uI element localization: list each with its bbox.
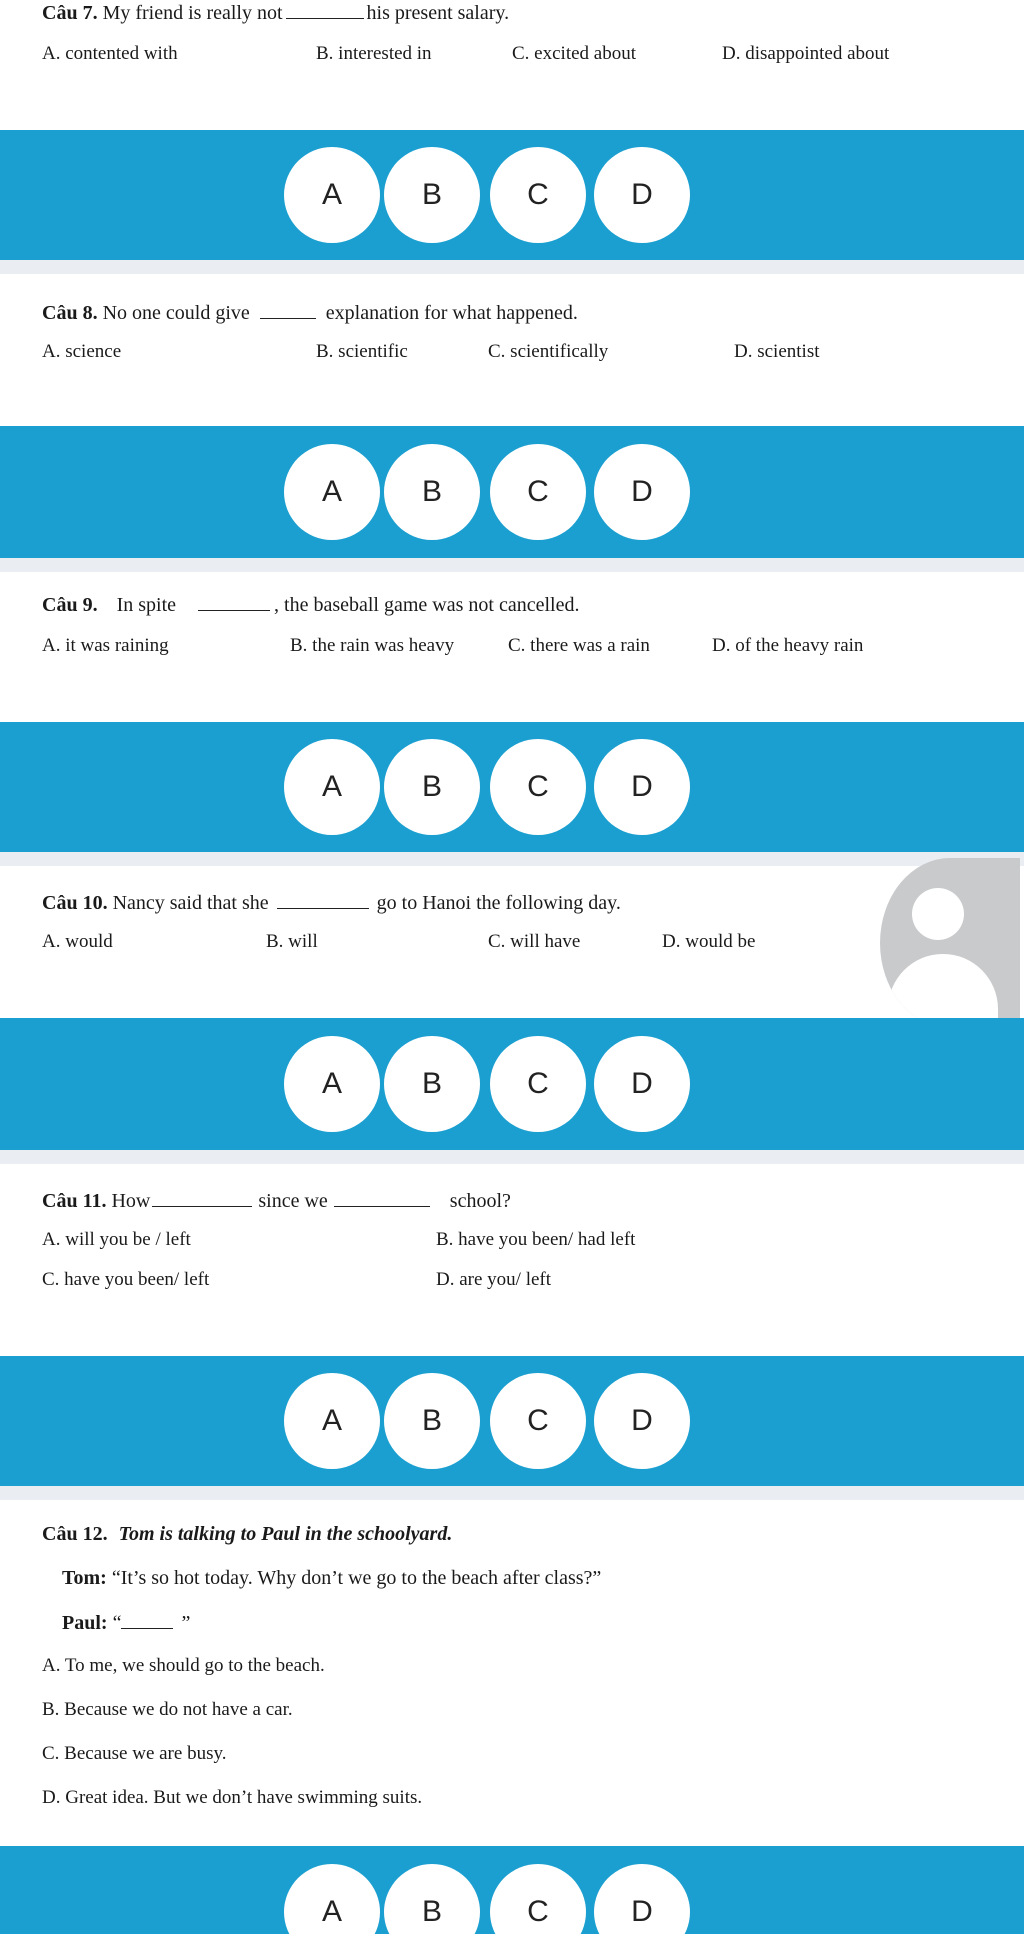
option-c: C. excited about	[512, 43, 636, 64]
separator	[0, 852, 1024, 866]
option-a: A. contented with	[42, 43, 178, 64]
question-stem: How	[111, 1190, 151, 1212]
answer-d-button[interactable]: D	[594, 739, 690, 835]
option-b: B. have you been/ had left	[436, 1229, 636, 1250]
question-7-text	[42, 0, 509, 25]
option-b: B. interested in	[316, 43, 432, 64]
answer-c-button[interactable]: C	[490, 147, 586, 243]
option-d: D. Great idea. But we don’t have swimming suits.	[42, 1787, 423, 1808]
question-10-card	[0, 866, 1024, 1018]
option-c: C. will have	[488, 931, 581, 952]
option-b: B. will	[266, 931, 318, 952]
question-stem-end: go to Hanoi the following day.	[376, 892, 621, 914]
answer-a-button[interactable]: A	[284, 147, 380, 243]
option-c: C. Because we are busy.	[42, 1743, 227, 1764]
answer-b-button[interactable]: B	[384, 147, 480, 243]
question-stem: Nancy said that she	[112, 892, 269, 914]
option-d: D. disappointed about	[722, 43, 890, 64]
answer-b-button[interactable]: B	[384, 1373, 480, 1469]
answer-a-button[interactable]: A	[284, 1036, 380, 1132]
answer-d-button[interactable]: D	[594, 444, 690, 540]
answer-band-12	[0, 1846, 1024, 1934]
answer-a-button[interactable]: A	[284, 1864, 380, 1960]
avatar-body-icon	[888, 954, 998, 1024]
speaker-tom: Tom:	[62, 1567, 107, 1589]
answer-d-button[interactable]: D	[594, 147, 690, 243]
option-a: A. would	[42, 931, 113, 952]
answer-c-button[interactable]: C	[490, 444, 586, 540]
answer-blank	[260, 300, 316, 319]
tom-dialogue	[62, 1566, 601, 1590]
question-10-text	[42, 890, 621, 915]
option-d: D. of the heavy rain	[712, 635, 864, 656]
answer-a-button[interactable]: A	[284, 444, 380, 540]
answer-c-button[interactable]: C	[490, 1864, 586, 1960]
question-12-card	[0, 1500, 1024, 1844]
answer-band-7	[0, 130, 1024, 260]
option-a: A. To me, we should go to the beach.	[42, 1655, 325, 1676]
question-number: Câu 9.	[42, 594, 98, 616]
answer-blank	[286, 0, 364, 19]
option-d: D. are you/ left	[436, 1269, 552, 1290]
question-8-card	[0, 274, 1024, 426]
answer-d-button[interactable]: D	[594, 1373, 690, 1469]
question-stem: My friend is really not	[102, 2, 283, 24]
close-quote: ”	[181, 1612, 191, 1634]
question-stem: In spite	[116, 594, 177, 616]
answer-c-button[interactable]: C	[490, 1373, 586, 1469]
option-b: B. the rain was heavy	[290, 635, 455, 656]
answer-band-11	[0, 1356, 1024, 1486]
separator	[0, 1486, 1024, 1500]
question-12-title	[42, 1522, 452, 1546]
separator	[0, 558, 1024, 572]
answer-b-button[interactable]: B	[384, 1036, 480, 1132]
question-number: Câu 10.	[42, 892, 108, 914]
option-d: D. would be	[662, 931, 756, 952]
answer-a-button[interactable]: A	[284, 1373, 380, 1469]
question-number: Câu 11.	[42, 1190, 107, 1212]
question-stem-end: school?	[449, 1190, 511, 1212]
question-stem-end: , the baseball game was not cancelled.	[274, 594, 580, 616]
option-b: B. scientific	[316, 341, 408, 362]
answer-band-9	[0, 722, 1024, 852]
question-number: Câu 8.	[42, 302, 98, 324]
question-stem-end: explanation for what happened.	[325, 302, 578, 324]
speaker-paul: Paul:	[62, 1612, 108, 1634]
question-11-card	[0, 1164, 1024, 1356]
question-stem: No one could give	[102, 302, 250, 324]
option-a: A. it was raining	[42, 635, 169, 656]
question-11-text	[42, 1188, 511, 1213]
answer-blank	[198, 592, 270, 611]
question-stem-end: his present salary.	[366, 2, 510, 24]
answer-c-button[interactable]: C	[490, 1036, 586, 1132]
open-quote: “	[112, 1612, 122, 1634]
option-a: A. science	[42, 341, 122, 362]
question-9-text	[42, 592, 579, 617]
answer-b-button[interactable]: B	[384, 1864, 480, 1960]
answer-c-button[interactable]: C	[490, 739, 586, 835]
option-d: D. scientist	[734, 341, 820, 362]
avatar-head-icon	[912, 888, 964, 940]
answer-blank	[121, 1610, 173, 1629]
answer-a-button[interactable]: A	[284, 739, 380, 835]
option-c: C. have you been/ left	[42, 1269, 210, 1290]
separator	[0, 260, 1024, 274]
answer-b-button[interactable]: B	[384, 444, 480, 540]
user-avatar[interactable]	[880, 858, 1020, 1028]
question-8-text	[42, 300, 578, 325]
question-number: Câu 12.	[42, 1523, 108, 1545]
option-c: C. there was a rain	[508, 635, 650, 656]
option-c: C. scientifically	[488, 341, 609, 362]
separator	[0, 1150, 1024, 1164]
question-stem-mid: since we	[258, 1190, 328, 1212]
option-a: A. will you be / left	[42, 1229, 191, 1250]
answer-b-button[interactable]: B	[384, 739, 480, 835]
answer-blank-1	[152, 1188, 252, 1207]
answer-blank-2	[334, 1188, 430, 1207]
answer-d-button[interactable]: D	[594, 1864, 690, 1960]
question-stem: Tom is talking to Paul in the schoolyard.	[118, 1523, 453, 1545]
question-9-card	[0, 572, 1024, 722]
tom-line: “It’s so hot today. Why don’t we go to the beach after class?”	[111, 1567, 602, 1589]
option-b: B. Because we do not have a car.	[42, 1699, 293, 1720]
paul-dialogue	[62, 1610, 190, 1635]
answer-band-10	[0, 1018, 1024, 1150]
question-7-card	[0, 0, 1024, 130]
answer-d-button[interactable]: D	[594, 1036, 690, 1132]
question-number: Câu 7.	[42, 2, 98, 24]
answer-band-8	[0, 426, 1024, 558]
answer-blank	[277, 890, 369, 909]
